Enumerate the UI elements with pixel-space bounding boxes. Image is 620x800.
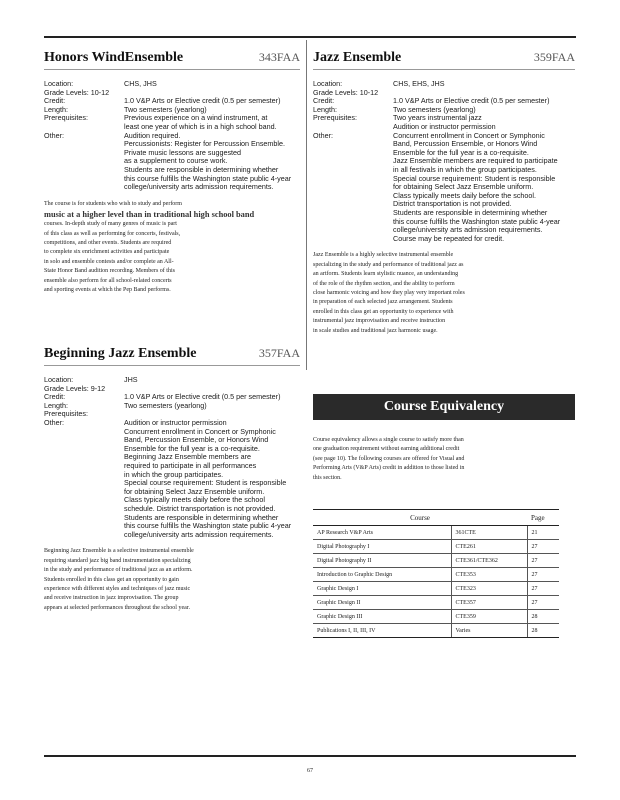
description-line: Students enrolled in this class get an opportunity to gain bbox=[44, 576, 179, 583]
info-value-line: Two semesters (yearlong) bbox=[124, 104, 207, 114]
info-value-line: CHS, JHS bbox=[124, 79, 157, 88]
info-label: Prerequisites: bbox=[313, 113, 357, 123]
info-value-line: Two semesters (yearlong) bbox=[124, 400, 207, 410]
info-value-line: this course fulfills the Washington state public 4-year bbox=[124, 521, 292, 531]
info-value-line: as a supplement to course work. bbox=[124, 156, 228, 166]
course-column-header: Course bbox=[313, 510, 527, 526]
info-value-line: Audition required. bbox=[124, 130, 181, 140]
description-line: Performing Arts (V&P Arts) credit in addition to those listed in bbox=[313, 465, 465, 472]
course-name-cell: Graphic Design I bbox=[313, 582, 451, 596]
table-row bbox=[313, 554, 559, 568]
info-value-line: for obtaining Select Jazz Ensemble uniform. bbox=[124, 486, 265, 496]
info-value-line: Band, Percussion Ensemble, or Honors Wind bbox=[393, 139, 538, 149]
info-label: Credit: bbox=[313, 96, 335, 106]
description-line: requiring standard jazz big band instrumentation specializing bbox=[44, 557, 191, 564]
info-value-line: Ensemble for the full year is a co-requisite. bbox=[393, 147, 529, 157]
description-line: in the study and performance of traditional jazz as an artform. bbox=[44, 567, 193, 574]
description-line: enrolled in this class get an opportunity to experience with bbox=[313, 308, 454, 315]
info-row bbox=[44, 419, 300, 539]
honors-course-info bbox=[44, 80, 300, 192]
info-row bbox=[313, 132, 575, 244]
beginning-course-title: Beginning Jazz Ensemble bbox=[44, 346, 197, 361]
info-value-line: Students are responsible in determining whether bbox=[393, 207, 548, 217]
info-label: Other: bbox=[44, 417, 64, 427]
course-name-cell: Publications I, II, III, IV bbox=[313, 624, 451, 638]
description-line: and sporting events at which the Pep Band performs. bbox=[44, 286, 171, 293]
description-line: competitions, and other events. Students are required bbox=[44, 239, 172, 246]
jazz-course-header bbox=[313, 50, 575, 70]
course-code-cell: CTE359 bbox=[451, 610, 527, 624]
info-label: Length: bbox=[313, 104, 337, 114]
info-value-line: Private music lessons are suggested bbox=[124, 147, 242, 157]
info-value-line: Previous experience on a wind instrument, at bbox=[124, 113, 268, 123]
info-value-line: Class typically meets daily before the school. bbox=[393, 190, 537, 200]
info-value-line: Two semesters (yearlong) bbox=[393, 104, 476, 114]
info-label: Credit: bbox=[44, 96, 66, 106]
info-value-line: 1.0 V&P Arts or Elective credit (0.5 per semester) bbox=[124, 392, 281, 402]
description-line: in preparation of each selected jazz arrangement. Students bbox=[313, 299, 453, 306]
info-value-line: Ensemble for the full year is a co-requisite. bbox=[124, 443, 260, 453]
honors-course-header bbox=[44, 50, 300, 70]
description-line: Beginning Jazz Ensemble is a selective instrumental ensemble bbox=[44, 548, 194, 555]
info-value-line: college/university arts admission requirements. bbox=[124, 182, 274, 192]
honors-course-code: 343FAA bbox=[258, 50, 300, 64]
description-line: in solo and ensemble contests and/or complete an All- bbox=[44, 258, 174, 265]
course-page-cell: 21 bbox=[527, 526, 559, 540]
description-line: and receive instruction in jazz improvisation. The group bbox=[44, 595, 179, 602]
info-label: Grade Levels: 10-12 bbox=[313, 87, 379, 97]
info-value-line: Audition or instructor permission bbox=[393, 121, 496, 131]
description-line: Course equivalency allows a single course to satisfy more than bbox=[313, 437, 464, 443]
description-line: experience with different styles and techniques of jazz music bbox=[44, 585, 191, 592]
info-value-line: Two years instrumental jazz bbox=[393, 113, 482, 123]
description-line: ensemble also perform for all school-related concerts bbox=[44, 277, 172, 284]
description-line: to complete six enrichment activities and participate bbox=[44, 249, 170, 256]
info-value-line: JHS bbox=[124, 375, 138, 384]
honors-description-highlight: music at a higher level than in traditional high school band bbox=[44, 210, 255, 220]
info-value-line: schedule. District transportation is not provided. bbox=[124, 503, 276, 513]
info-value-line: Students are responsible in determining whether bbox=[124, 164, 279, 174]
course-name-cell: Digital Photography I bbox=[313, 540, 451, 554]
info-label: Location: bbox=[44, 79, 74, 88]
page-number: 67 bbox=[307, 768, 313, 774]
info-value bbox=[393, 114, 575, 131]
column-divider bbox=[306, 40, 307, 370]
beginning-course-header bbox=[44, 346, 300, 366]
info-value-line: Beginning Jazz Ensemble members are bbox=[124, 452, 252, 462]
table-row bbox=[313, 540, 559, 554]
info-value-line: Course may be repeated for credit. bbox=[393, 233, 505, 243]
info-label: Prerequisites: bbox=[44, 113, 88, 123]
description-line: close harmonic voicing and how they play very important roles bbox=[313, 289, 465, 296]
table-row bbox=[313, 526, 559, 540]
jazz-course-description bbox=[313, 251, 575, 336]
table-row bbox=[313, 610, 559, 624]
beginning-course-description bbox=[44, 547, 300, 613]
info-label: Location: bbox=[313, 79, 343, 88]
info-label: Length: bbox=[44, 104, 68, 114]
info-value-line: this course fulfills the Washington state public 4-year bbox=[124, 173, 292, 183]
table-header-row bbox=[313, 510, 559, 526]
info-value-line: this course fulfills the Washington state public 4-year bbox=[393, 216, 561, 226]
info-row bbox=[44, 132, 300, 192]
info-value-line: least one year of which is in a high school band. bbox=[124, 121, 277, 131]
table-row bbox=[313, 596, 559, 610]
course-name-cell: AP Research V&P Arts bbox=[313, 526, 451, 540]
course-equivalency-table bbox=[313, 509, 559, 638]
info-value-line: Band, Percussion Ensemble, or Honors Wind bbox=[124, 435, 269, 445]
jazz-course-code: 359FAA bbox=[533, 50, 575, 64]
course-code-cell: Varies bbox=[451, 624, 527, 638]
course-equivalency-banner bbox=[313, 394, 575, 420]
description-line: of the role of the rhythm section, and the ability to perform bbox=[313, 280, 455, 287]
info-value-line: Audition or instructor permission bbox=[124, 417, 227, 427]
info-value-line: college/university arts admission requirements. bbox=[393, 225, 543, 235]
info-label: Location: bbox=[44, 375, 74, 384]
info-label: Length: bbox=[44, 400, 68, 410]
honors-course-description bbox=[44, 200, 300, 296]
course-equivalency-description bbox=[313, 436, 553, 483]
description-line: this section. bbox=[313, 474, 342, 481]
course-page-cell: 27 bbox=[527, 568, 559, 582]
info-value-line: Jazz Ensemble members are required to participate bbox=[393, 156, 558, 166]
info-value-line: for obtaining Select Jazz Ensemble uniform. bbox=[393, 182, 534, 192]
course-name-cell: Graphic Design III bbox=[313, 610, 451, 624]
course-code-cell: CTE261 bbox=[451, 540, 527, 554]
jazz-course-info bbox=[313, 80, 575, 243]
description-line: courses. In-depth study of many genres of music is part bbox=[44, 221, 177, 228]
info-value-line: Special course requirement: Student is responsible bbox=[393, 173, 556, 183]
info-label: Credit: bbox=[44, 392, 66, 402]
course-page-cell: 27 bbox=[527, 596, 559, 610]
honors-wind-ensemble-section bbox=[44, 50, 300, 295]
info-value-line: in which the group participates. bbox=[124, 469, 224, 479]
description-line: (see page 10). The following courses are offered for Visual and bbox=[313, 455, 465, 462]
info-label: Other: bbox=[44, 130, 64, 140]
info-label: Grade Levels: 10-12 bbox=[44, 87, 110, 97]
info-value bbox=[124, 376, 300, 385]
course-code-cell: CTE353 bbox=[451, 568, 527, 582]
description-line: specializing in the study and performance of traditional jazz as bbox=[313, 261, 464, 268]
course-code-cell: CTE323 bbox=[451, 582, 527, 596]
course-name-cell: Graphic Design II bbox=[313, 596, 451, 610]
course-equivalency-title: Course Equivalency bbox=[383, 399, 505, 414]
description-line: Jazz Ensemble is a highly selective instrumental ensemble bbox=[313, 252, 454, 259]
honors-course-title: Honors WindEnsemble bbox=[44, 50, 184, 65]
page-bottom-rule bbox=[44, 755, 576, 757]
description-line: appears at selected performances throughout the school year. bbox=[44, 604, 190, 611]
info-row bbox=[44, 114, 300, 131]
jazz-course-title: Jazz Ensemble bbox=[313, 50, 402, 65]
info-value bbox=[124, 80, 300, 89]
info-value-line: 1.0 V&P Arts or Elective credit (0.5 per semester) bbox=[124, 96, 281, 106]
beginning-jazz-ensemble-section bbox=[44, 346, 300, 613]
course-page-cell: 27 bbox=[527, 582, 559, 596]
info-value bbox=[124, 132, 300, 192]
info-value-line: Concurrent enrollment in Concert or Symphonic bbox=[393, 130, 545, 140]
info-value-line: Special course requirement: Student is responsible bbox=[124, 478, 287, 488]
description-line: in scale studies and traditional jazz harmonic usage. bbox=[313, 327, 438, 334]
description-line: one graduation requirement without earning additional credit bbox=[313, 446, 460, 453]
course-name-cell: Introduction to Graphic Design bbox=[313, 568, 451, 582]
info-value-line: college/university arts admission requirements. bbox=[124, 529, 274, 539]
description-line: instrumental jazz improvisation and receive instruction bbox=[313, 318, 446, 325]
course-page-cell: 28 bbox=[527, 624, 559, 638]
info-value bbox=[124, 114, 300, 131]
description-line: of this class as well as performing for concerts, festivals, bbox=[44, 230, 181, 237]
info-value bbox=[124, 419, 300, 539]
description-line: State Honor Band audition recording. Members of this bbox=[44, 268, 175, 275]
course-page-cell: 28 bbox=[527, 610, 559, 624]
info-value bbox=[393, 132, 575, 244]
table-row bbox=[313, 624, 559, 638]
course-page-cell: 27 bbox=[527, 540, 559, 554]
jazz-ensemble-section bbox=[313, 50, 575, 336]
info-value-line: Percussionists: Register for Percussion Ensemble. bbox=[124, 139, 285, 149]
info-value-line: required to participate in all performances bbox=[124, 460, 257, 470]
course-page-cell: 27 bbox=[527, 554, 559, 568]
info-label: Prerequisites: bbox=[44, 409, 88, 419]
info-value bbox=[124, 402, 300, 411]
info-label: Grade Levels: 9-12 bbox=[44, 383, 106, 393]
info-value-line: Concurrent enrollment in Concert or Symphonic bbox=[124, 426, 276, 436]
info-value-line: Students are responsible in determining whether bbox=[124, 512, 279, 522]
info-value-line: 1.0 V&P Arts or Elective credit (0.5 per semester) bbox=[393, 96, 550, 106]
info-value-line: Class typically meets daily before the school bbox=[124, 495, 266, 505]
description-line: an artform. Students learn stylistic nuance, an understanding bbox=[313, 271, 459, 278]
course-name-cell: Digital Photography II bbox=[313, 554, 451, 568]
info-label: Other: bbox=[313, 130, 333, 140]
course-code-cell: 361CTE bbox=[451, 526, 527, 540]
beginning-course-code: 357FAA bbox=[258, 346, 300, 360]
table-row bbox=[313, 582, 559, 596]
course-code-cell: CTE357 bbox=[451, 596, 527, 610]
info-value-line: in all festivals in which the group participates. bbox=[393, 164, 537, 174]
info-value-line: CHS, EHS, JHS bbox=[393, 79, 445, 88]
page-top-rule bbox=[44, 36, 576, 38]
info-row bbox=[313, 114, 575, 131]
beginning-course-info bbox=[44, 376, 300, 539]
table-row bbox=[313, 568, 559, 582]
description-line: The course is for students who wish to study and perform bbox=[44, 200, 182, 207]
page-column-header: Page bbox=[527, 510, 559, 526]
info-value-line: District transportation is not provided. bbox=[393, 199, 512, 209]
course-code-cell: CTE361/CTE362 bbox=[451, 554, 527, 568]
info-value bbox=[393, 80, 575, 89]
